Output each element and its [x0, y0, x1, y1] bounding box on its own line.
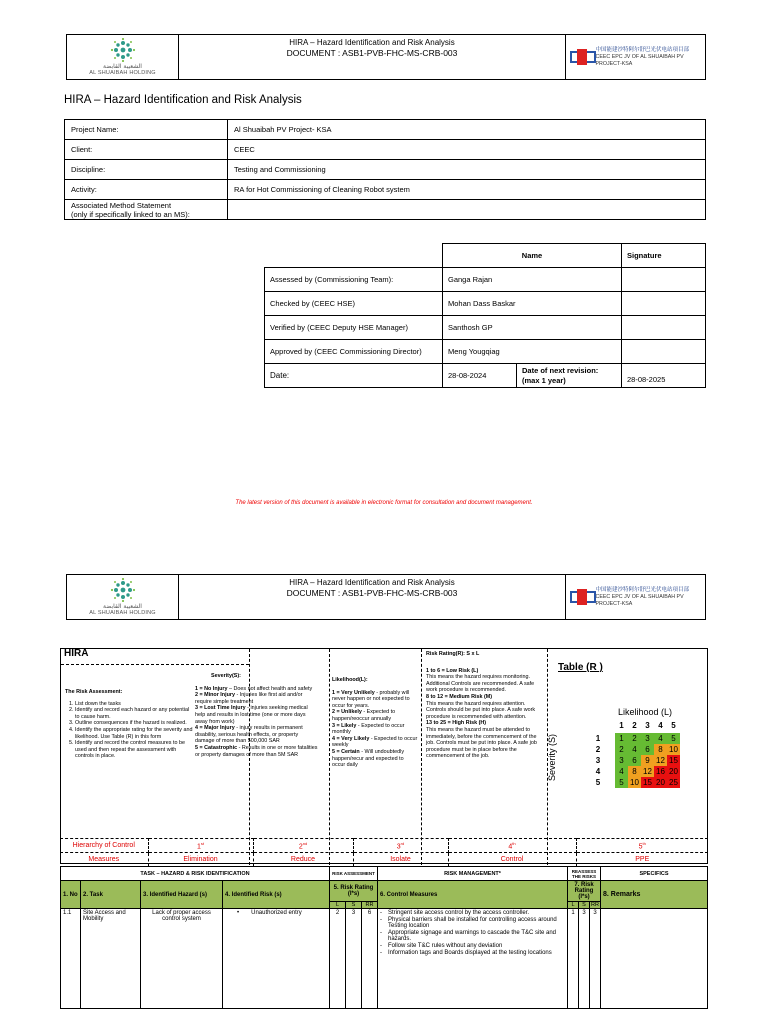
matrix-cell: 9 — [641, 755, 654, 766]
severity-key: 2 = Minor Injury — [195, 692, 235, 699]
project-info-table — [64, 119, 706, 220]
ceec-badge-icon — [570, 49, 593, 65]
severity-axis-label: Severity (S) — [547, 733, 557, 781]
col-s2: S — [579, 902, 590, 909]
al-shuaibah-logo — [67, 575, 179, 619]
matrix-row — [615, 777, 680, 788]
severity-item — [195, 705, 319, 725]
assessment-step: 1. List down the tasks — [75, 701, 193, 708]
severity-desc: - injury results in permanent disability, serious health effects, or property damage of more than 500,000 SAR — [195, 725, 303, 745]
matrix-cell: 5 — [667, 733, 680, 744]
info-label: Project Name: — [65, 120, 228, 140]
rating-title: Risk Rating(R): S x L — [426, 651, 480, 657]
matrix-cell: 6 — [628, 755, 641, 766]
reassess-header: REASSESS THE RISKS — [568, 867, 601, 881]
date-label: Date: — [265, 364, 443, 388]
control-item: - Physical barriers shall be installed for controlling access around Testing location — [380, 917, 565, 929]
matrix-row — [615, 766, 680, 777]
next-label: Date of next revision: — [522, 365, 599, 375]
severity-num: 2 — [595, 745, 601, 754]
severity-numbers — [581, 733, 615, 788]
row-rr2: 3 — [590, 909, 601, 1009]
col-rating: 5. Risk Rating (I*s) — [330, 881, 378, 902]
flower-logo-icon — [105, 578, 141, 602]
matrix-row — [615, 733, 680, 744]
info-value: Al Shuaibah PV Project- KSA — [228, 120, 706, 140]
matrix-cell: 3 — [615, 755, 628, 766]
rating-item — [426, 694, 544, 720]
signature-cell[interactable] — [622, 268, 706, 292]
hira-legend — [60, 648, 708, 864]
severity-item — [195, 725, 319, 745]
control-item: - Information tags and Boards displayed at the testing locations — [380, 950, 565, 956]
date-value: 28-08-2024 — [443, 364, 517, 388]
likelihood-num: 2 — [632, 721, 637, 730]
likelihood-title: Likelihood(L): — [332, 677, 368, 683]
likelihood-axis-label: Likelihood (L) — [618, 707, 673, 717]
matrix-row — [615, 744, 680, 755]
ceec-english: CEEC EPC JV OF AL SHUAIBAH PV PROJECT-KSA — [595, 593, 684, 607]
row-hazard: Lack of proper access control system — [141, 909, 223, 1009]
control-item: - Follow site T&C rules without any deviation — [380, 943, 565, 949]
likelihood-desc: - Expected to occur weekly — [332, 735, 418, 749]
likelihood-num: 5 — [671, 721, 676, 730]
info-row — [65, 180, 706, 200]
hierarchy-ordinal: 2nd — [253, 839, 353, 853]
rating-column — [426, 651, 544, 760]
control-item: - Appropriate signage and warnings to cascade the T&C site and hazards. — [380, 930, 565, 942]
likelihood-item — [332, 749, 418, 769]
hierarchy-ordinal: 5th — [576, 839, 708, 853]
next-label-2: (max 1 year) — [522, 375, 566, 385]
matrix-cell: 12 — [641, 766, 654, 777]
severity-num: 5 — [595, 778, 601, 787]
hira-main-table — [60, 866, 708, 1009]
likelihood-item — [332, 690, 418, 710]
header-title: HIRA – Hazard Identification and Risk Analysis — [289, 38, 455, 47]
next-revision-value: 28-08-2025 — [622, 364, 706, 388]
col-control: 6. Control Measures — [378, 881, 568, 909]
severity-key: 5 = Catastrophic — [195, 744, 238, 751]
col-rr2: RR — [591, 902, 599, 908]
risk-management-header: RISK MANAGEMENT* — [378, 867, 568, 881]
hierarchy-label-2: Measures — [60, 853, 148, 867]
info-row — [65, 140, 706, 160]
col-task: 2. Task — [81, 881, 141, 909]
info-row — [65, 200, 706, 220]
hierarchy-step: Isolate — [353, 853, 448, 867]
risk-matrix — [615, 733, 680, 788]
likelihood-num: 4 — [658, 721, 663, 730]
ceec-logo — [565, 575, 705, 619]
col-s: S — [346, 902, 362, 909]
hierarchy-step: Elimination — [148, 853, 253, 867]
matrix-cell: 1 — [615, 733, 628, 744]
matrix-cell: 20 — [667, 766, 680, 777]
info-label — [65, 200, 228, 220]
hira-title: HIRA — [64, 648, 89, 659]
col-no: 1. No — [61, 881, 81, 909]
approval-row — [265, 316, 706, 340]
row-l2: 1 — [568, 909, 579, 1009]
ceec-chinese: 中国能建沙特阿尔舒巴光伏电站项目部 — [595, 46, 690, 53]
ceec-chinese: 中国能建沙特阿尔舒巴光伏电站项目部 — [595, 586, 690, 593]
assessment-title: The Risk Assessment: — [65, 689, 123, 695]
col-rr: RR — [362, 902, 378, 909]
role: Verified by (CEEC Deputy HSE Manager) — [265, 316, 443, 340]
page-header-2 — [66, 574, 706, 620]
matrix-cell: 10 — [667, 744, 680, 755]
person-name: Santhosh GP — [443, 316, 622, 340]
severity-key: 4 = Major Injury — [195, 725, 235, 732]
matrix-cell: 6 — [641, 744, 654, 755]
person-name: Meng Yougqiag — [443, 340, 622, 364]
page-header — [66, 34, 706, 80]
electronic-version-note: The latest version of this document is available in electronic format for consultation and document management. — [235, 500, 533, 506]
info-label: Discipline: — [65, 160, 228, 180]
risk-text: Unauthorized entry — [251, 910, 302, 916]
divider — [421, 649, 422, 865]
column-header-row — [61, 881, 708, 902]
info-value: CEEC — [228, 140, 706, 160]
severity-column — [195, 673, 319, 758]
task-section-header: TASK – HAZARD & RISK IDENTIFICATION — [61, 867, 330, 881]
row-risk: • Unauthorized entry — [223, 909, 330, 1009]
rating-key: 13 to 25 = High Risk (H) — [426, 720, 487, 727]
table-r-title: Table (R ) — [558, 662, 603, 673]
ceec-english: CEEC EPC JV OF AL SHUAIBAH PV PROJECT-KSA — [595, 53, 684, 67]
matrix-cell: 4 — [615, 766, 628, 777]
matrix-cell: 8 — [628, 766, 641, 777]
rating-desc: This means the hazard requires attention. Controls should be put into place. A safe work procedure is recommended with attention. — [426, 700, 536, 720]
col-remarks: 8. Remarks — [601, 881, 708, 909]
col-signature: Signature — [622, 244, 706, 268]
info-row — [65, 160, 706, 180]
divider — [61, 664, 249, 665]
severity-key: 1 = No Injury — [195, 685, 228, 692]
matrix-cell: 2 — [628, 733, 641, 744]
ms-label-2: (only if specifically linked to an MS): — [71, 209, 190, 219]
flower-logo-icon — [105, 38, 141, 62]
likelihood-header — [615, 721, 680, 730]
header-title: HIRA – Hazard Identification and Risk Analysis — [289, 578, 455, 587]
col-risk: 4. Identified Risk (s) — [223, 881, 330, 909]
next-revision-label — [517, 364, 622, 388]
page-title: HIRA – Hazard Identification and Risk Analysis — [64, 94, 302, 106]
assessment-step: 2. Identify and record each hazard or any potential to cause harm. — [75, 707, 193, 720]
info-value — [228, 200, 706, 220]
info-value: RA for Hot Commissioning of Cleaning Robot system — [228, 180, 706, 200]
likelihood-desc: - Will undoubtedly happen/recur and expected to occur daily — [332, 748, 405, 769]
likelihood-key: 2 = Unlikely — [332, 709, 362, 716]
assessment-step: 4. Identify the appropriate rating for the severity and likelihood. Use Table (R) in this form — [75, 727, 193, 740]
date-row — [265, 364, 706, 388]
approval-row — [265, 292, 706, 316]
severity-desc: - Injuries like first aid and/or require simple treatment — [195, 692, 303, 705]
severity-desc: - injuries seeking medical help and results in lost time (one or more days away from work) — [195, 705, 308, 725]
document-number: DOCUMENT : ASB1-PVB-FHC-MS-CRB-003 — [286, 48, 458, 58]
matrix-cell: 10 — [628, 777, 641, 788]
severity-title: Severity(S): — [211, 673, 241, 679]
rating-key: 8 to 12 = Medium Risk (M) — [426, 693, 493, 700]
likelihood-key: 3 = Likely — [332, 722, 357, 729]
table-row — [61, 909, 708, 1009]
matrix-row — [615, 755, 680, 766]
col-l2: L — [568, 902, 579, 909]
severity-desc: - Results in one or more fatalities or property damages of more than 5M SAR — [195, 744, 318, 758]
matrix-cell: 25 — [667, 777, 680, 788]
row-s: 3 — [346, 909, 362, 1009]
rating-key: 1 to 6 = Low Risk (L) — [426, 667, 479, 674]
row-l: 2 — [330, 909, 346, 1009]
col-rerating: 7. Risk Rating (I*s) — [568, 881, 601, 902]
matrix-cell: 20 — [654, 777, 667, 788]
col-name: Name — [443, 244, 622, 268]
hierarchy-ordinal: 1st — [148, 839, 253, 853]
role: Approved by (CEEC Commissioning Director) — [265, 340, 443, 364]
signature-cell[interactable] — [622, 316, 706, 340]
hierarchy-label: Hierarchy of Control — [60, 839, 148, 853]
row-no: 1.1 — [61, 909, 81, 1009]
severity-num: 4 — [595, 767, 601, 776]
likelihood-key: 4 = Very Likely — [332, 735, 370, 742]
info-label: Activity: — [65, 180, 228, 200]
row-task: Site Access and Mobility — [81, 909, 141, 1009]
section-header-row — [61, 867, 708, 881]
divider — [329, 649, 330, 865]
person-name: Mohan Dass Baskar — [443, 292, 622, 316]
likelihood-desc: - Expected to occur monthly — [332, 722, 405, 736]
control-item: - Stringent site access control by the access controller. — [380, 910, 565, 916]
logo-arabic: الشعيبة القابضة — [103, 63, 142, 70]
logo-english: AL SHUAIBAH HOLDING — [89, 70, 156, 76]
assessment-step: 3. Outline consequences if the hazard is realized. — [75, 720, 193, 727]
rating-item — [426, 720, 544, 760]
document-number: DOCUMENT : ASB1-PVB-FHC-MS-CRB-003 — [286, 588, 458, 598]
rating-item — [426, 668, 544, 694]
likelihood-desc: - Expected to happen/reoccur annually — [332, 709, 396, 722]
matrix-cell: 16 — [654, 766, 667, 777]
hierarchy-step: Reduce — [253, 853, 353, 867]
hierarchy-step: Control — [448, 853, 576, 867]
col-hazard: 3. Identified Hazard (s) — [141, 881, 223, 909]
rating-desc: This means the hazard requires monitoring. Additional Controls are recommended. A safe work procedure is recommended. — [426, 674, 535, 694]
row-s2: 3 — [579, 909, 590, 1009]
role: Checked by (CEEC HSE) — [265, 292, 443, 316]
likelihood-item — [332, 723, 418, 736]
role: Assessed by (Commissioning Team): — [265, 268, 443, 292]
person-name: Ganga Rajan — [443, 268, 622, 292]
severity-desc: – Does not affect health and safety — [227, 685, 313, 692]
severity-item — [195, 745, 319, 758]
likelihood-desc: - probably will never happen or not expected to occur for years. — [332, 689, 410, 709]
row-rr: 6 — [362, 909, 378, 1009]
matrix-cell: 8 — [654, 744, 667, 755]
risk-assessment-header: RISK ASSESSMENT — [330, 867, 378, 881]
likelihood-item — [332, 736, 418, 749]
severity-num: 1 — [595, 734, 601, 743]
likelihood-num: 3 — [645, 721, 650, 730]
matrix-cell: 12 — [654, 755, 667, 766]
logo-arabic: الشعيبة القابضة — [103, 603, 142, 610]
approval-table — [264, 243, 706, 388]
likelihood-key: 1 = Very Unlikely — [332, 689, 375, 696]
signature-cell[interactable] — [622, 292, 706, 316]
likelihood-key: 5 = Certain — [332, 748, 360, 755]
likelihood-num: 1 — [619, 721, 624, 730]
assessment-step: 5. Identify and record the control measures to be used and then repeat the assessment with controls in place. — [75, 740, 193, 760]
severity-key: 3 = Lost Time Injury — [195, 705, 246, 712]
assessment-column — [65, 689, 193, 760]
severity-item — [195, 686, 319, 693]
rating-desc: This means the hazard must be attended to immediately, before the commencement of the job. Controls must be put into place. A safe job procedure must be in place before the commencement of the job. — [426, 726, 537, 760]
likelihood-column — [332, 677, 418, 769]
specifics-header: SPECIFICS — [601, 867, 708, 881]
info-value: Testing and Commissioning — [228, 160, 706, 180]
approval-row — [265, 340, 706, 364]
matrix-cell: 4 — [628, 744, 641, 755]
ceec-badge-icon — [570, 589, 593, 605]
al-shuaibah-logo — [67, 35, 179, 79]
blank-cell — [265, 244, 443, 268]
matrix-cell: 3 — [641, 733, 654, 744]
logo-english: AL SHUAIBAH HOLDING — [89, 610, 156, 616]
approval-header-row — [265, 244, 706, 268]
col-l: L — [330, 902, 346, 909]
severity-item — [195, 692, 319, 705]
approval-row — [265, 268, 706, 292]
row-controls — [378, 909, 568, 1009]
row-remarks — [601, 909, 708, 1009]
info-label: Client: — [65, 140, 228, 160]
info-row — [65, 120, 706, 140]
signature-cell[interactable] — [622, 340, 706, 364]
hierarchy-of-control — [60, 838, 708, 867]
matrix-cell: 2 — [615, 744, 628, 755]
ceec-logo — [565, 35, 705, 79]
hierarchy-ordinal: 3rd — [353, 839, 448, 853]
hierarchy-step: PPE — [576, 853, 708, 867]
matrix-cell: 15 — [641, 777, 654, 788]
hierarchy-ordinal: 4th — [448, 839, 576, 853]
severity-num: 3 — [595, 756, 601, 765]
matrix-cell: 15 — [667, 755, 680, 766]
matrix-cell: 4 — [654, 733, 667, 744]
likelihood-item — [332, 709, 418, 722]
matrix-cell: 5 — [615, 777, 628, 788]
ms-label: Associated Method Statement — [71, 200, 172, 210]
